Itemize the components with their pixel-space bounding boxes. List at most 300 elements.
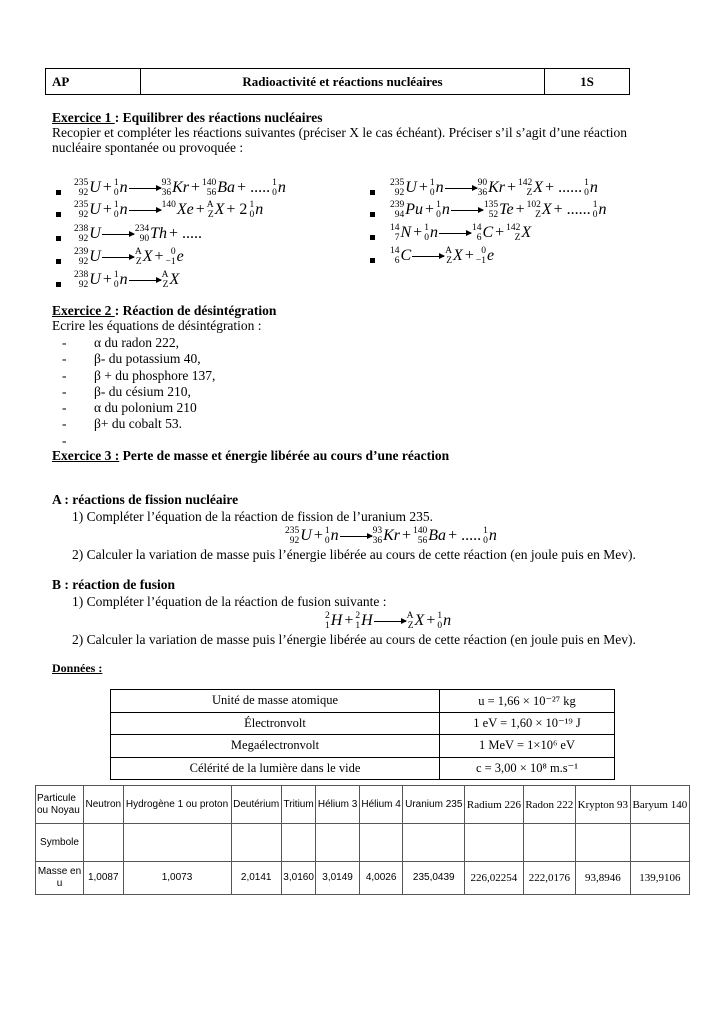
table-row [111, 712, 615, 735]
nuclide-indices [492, 842, 495, 852]
element-symbol: C [400, 247, 412, 264]
particle-symbol [465, 824, 524, 862]
mass-number: 1 [324, 526, 330, 536]
dash: - [62, 383, 67, 399]
mass-number: 1 [424, 223, 429, 233]
reaction-arrow [102, 257, 134, 258]
nuclide-indices [285, 526, 299, 546]
ex2-title: : Réaction de désintégration [114, 303, 277, 318]
atomic-number: 6 [476, 233, 482, 243]
atomic-number: 6 [394, 256, 400, 266]
atomic-number [379, 842, 382, 852]
mass-number: 1 [272, 178, 277, 188]
element-symbol: n [255, 201, 264, 218]
nuclide [336, 842, 340, 852]
atomic-number: 92 [78, 188, 89, 198]
particle-mass: 3,0160 [281, 862, 315, 895]
row-label: Symbole [36, 824, 84, 862]
mass-number: 142 [506, 223, 521, 233]
nuclide-indices [390, 178, 404, 198]
mass-number: 93 [372, 526, 383, 536]
list-item [62, 433, 215, 449]
atomic-number: 52 [488, 210, 499, 220]
operator: + ...... [545, 179, 583, 196]
list-item [62, 368, 215, 384]
reaction-arrow [129, 188, 161, 189]
nuclide [390, 223, 411, 243]
dash: - [62, 416, 67, 432]
nuclide [202, 178, 235, 198]
equation [390, 178, 598, 198]
particle-symbol [403, 824, 465, 862]
table-row [111, 757, 615, 780]
atomic-number: 7 [394, 233, 400, 243]
atomic-number: −1 [475, 256, 486, 266]
atomic-number: −1 [165, 257, 176, 267]
nuclide [379, 842, 383, 852]
nuclide [114, 200, 128, 220]
item-text: β + du phosphore 137, [94, 367, 216, 383]
atomic-number: 92 [78, 210, 89, 220]
mass-number: 140 [413, 526, 428, 536]
particle-name: Deutérium [231, 786, 281, 824]
header-level: 1S [545, 69, 630, 95]
list-item [62, 400, 215, 416]
ex2-intro: Ecrire les équations de désintégration : [52, 318, 262, 333]
element-symbol: n [488, 527, 497, 544]
element-symbol: N [400, 224, 412, 241]
dash: - [62, 335, 67, 350]
operator: + ..... [237, 179, 271, 196]
mass-number: 1 [113, 178, 119, 188]
nuclide-indices [436, 200, 441, 220]
element-symbol: n [443, 612, 452, 629]
element-symbol: n [277, 179, 286, 196]
particle-name: Radon 222 [523, 786, 575, 824]
nuclide [74, 270, 101, 290]
mass-number: 1 [249, 200, 255, 210]
nuclide-indices [506, 223, 520, 243]
element-symbol: Kr [172, 179, 189, 196]
atomic-number [432, 842, 435, 852]
item-text: α du polonium 210 [94, 400, 197, 416]
atomic-number: 0 [249, 210, 255, 220]
mass-number: 1 [429, 178, 435, 188]
operator: + [102, 201, 112, 218]
constant-name: Megaélectronvolt [111, 735, 440, 758]
atomic-number: 0 [113, 280, 119, 290]
atomic-number: 1 [355, 621, 361, 631]
element-symbol: Te [499, 201, 514, 218]
list-item [62, 384, 215, 400]
operator: + ..... [168, 225, 202, 242]
element-symbol: U [89, 271, 101, 288]
operator: + [154, 248, 164, 265]
atomic-number [297, 842, 300, 852]
nuclide-indices [593, 200, 598, 220]
list-item [62, 416, 215, 432]
atomic-number: 36 [477, 188, 488, 198]
reaction-arrow [412, 256, 444, 257]
atomic-number [254, 842, 257, 852]
nuclide [584, 178, 598, 198]
operator: + [507, 179, 517, 196]
nuclide-symbol [548, 842, 552, 852]
bullet [56, 190, 61, 195]
nuclide-symbol [658, 842, 662, 852]
atomic-number: 0 [584, 188, 589, 198]
nuclide [162, 178, 189, 198]
mass-number: 14 [390, 223, 400, 233]
mass-number: 142 [518, 178, 533, 188]
nuclide-indices [101, 842, 104, 852]
mass-number: 239 [74, 247, 89, 257]
donnees-title: Données : [52, 661, 103, 675]
nuclide [407, 611, 425, 631]
element-symbol: H [330, 612, 343, 629]
nuclide [390, 178, 417, 198]
nuclide-indices [584, 178, 589, 198]
header-title: Radioactivité et réactions nucléaires [141, 69, 545, 95]
reaction-arrow [374, 621, 406, 622]
reaction-arrow [439, 233, 471, 234]
element-symbol: Kr [488, 179, 505, 196]
reaction-arrow [445, 188, 477, 189]
nuclide [484, 200, 514, 220]
dash: - [62, 400, 67, 416]
element-symbol: Ba [217, 179, 236, 196]
equation [74, 270, 179, 290]
nuclide-indices [390, 200, 404, 220]
constant-name: Électronvolt [111, 712, 440, 735]
atomic-number [336, 842, 339, 852]
nuclide-symbol [432, 842, 436, 852]
nuclide-indices [74, 200, 88, 220]
mass-number: 235 [74, 200, 89, 210]
nuclide [355, 611, 372, 631]
nuclide [285, 526, 312, 546]
atomic-number [173, 210, 175, 220]
ex3-a-q1: 1) Compléter l’équation de la réaction de fission de l’uranium 235. [72, 509, 434, 524]
particle-mass: 3,0149 [316, 862, 360, 895]
ex3-label: Exercice 3 : [52, 448, 120, 463]
nuclide [162, 270, 180, 290]
row-label: Particule ou Noyau [36, 786, 84, 824]
atomic-number: 92 [394, 188, 405, 198]
nuclide [297, 842, 301, 852]
element-symbol: U [89, 225, 101, 242]
element-symbol: e [486, 247, 495, 264]
nuclide-indices [175, 842, 178, 852]
element-symbol: Kr [383, 527, 400, 544]
nuclide-indices [355, 611, 360, 631]
bullet [56, 212, 61, 217]
element-symbol: U [300, 527, 312, 544]
nuclide [593, 200, 607, 220]
mass-number: 90 [477, 178, 488, 188]
nuclide [166, 247, 184, 267]
bullet [370, 212, 375, 217]
reaction-arrow [451, 210, 483, 211]
constant-value: u = 1,66 × 10⁻²⁷ kg [440, 690, 615, 713]
nuclide [432, 842, 436, 852]
nuclide [272, 178, 286, 198]
nuclide [207, 200, 225, 220]
particle-name: Radium 226 [465, 786, 524, 824]
ex1-label: Exercice 1 [52, 110, 115, 125]
mass-number: 238 [74, 270, 89, 280]
element-symbol: n [119, 179, 128, 196]
nuclide [114, 270, 128, 290]
element-symbol: U [89, 248, 101, 265]
mass-number: 235 [390, 178, 405, 188]
header-class: AP [46, 69, 141, 95]
particle-symbol [281, 824, 315, 862]
nuclide-indices [407, 611, 414, 631]
bullet [370, 190, 375, 195]
nuclide [254, 842, 258, 852]
mass-number: 102 [526, 200, 541, 210]
particle-symbol [123, 824, 231, 862]
atomic-number: Z [207, 210, 214, 220]
element-symbol: X [541, 201, 552, 218]
mass-number: 93 [161, 178, 172, 188]
nuclide [101, 842, 105, 852]
nuclide [476, 246, 494, 266]
nuclide [74, 247, 101, 267]
nuclide [175, 842, 179, 852]
nuclide [74, 224, 101, 244]
particle-mass: 1,0073 [123, 862, 231, 895]
nuclide [413, 526, 446, 546]
item-text: β- du potassium 40, [94, 351, 201, 367]
mass-number: 2 [355, 611, 361, 621]
atomic-number [101, 842, 104, 852]
element-symbol: U [89, 201, 101, 218]
particle-name: Hydrogène 1 ou proton [123, 786, 231, 824]
nuclide-symbol [379, 842, 383, 852]
particle-mass: 139,9106 [630, 862, 689, 895]
constant-value: 1 eV = 1,60 × 10⁻¹⁹ J [440, 712, 615, 735]
fission-equation [285, 526, 497, 546]
nuclide-indices [472, 223, 482, 243]
mass-number: A [134, 247, 142, 257]
particle-symbol [575, 824, 630, 862]
nuclide-indices [162, 178, 172, 198]
atomic-number: 1 [325, 621, 330, 631]
operator: + [515, 201, 525, 218]
mass-number: 238 [74, 224, 89, 234]
atomic-number: Z [514, 233, 521, 243]
table-row [111, 690, 615, 713]
nuclide [436, 200, 450, 220]
particle-name: Hélium 3 [316, 786, 360, 824]
nuclide-indices [74, 270, 88, 290]
atomic-number: 0 [113, 210, 119, 220]
element-symbol: X [533, 179, 544, 196]
nuclide-indices [476, 246, 486, 266]
nuclide-indices [390, 223, 400, 243]
bullet [56, 282, 61, 287]
atomic-number: 92 [78, 280, 89, 290]
mass-number: 0 [170, 247, 176, 257]
element-symbol: n [119, 271, 128, 288]
nuclide [506, 223, 531, 243]
element-symbol: X [169, 271, 180, 288]
nuclide [658, 842, 662, 852]
atomic-number [492, 842, 495, 852]
atomic-number: 0 [424, 233, 429, 243]
element-symbol: Xe [176, 201, 194, 218]
nuclide [492, 842, 496, 852]
particle-name: Krypton 93 [575, 786, 630, 824]
nuclide [527, 200, 552, 220]
nuclide-indices [272, 178, 277, 198]
nuclide [437, 611, 451, 631]
bullet [370, 235, 375, 240]
element-symbol: n [119, 201, 128, 218]
operator: + [464, 247, 474, 264]
ex3-title: Perte de masse et énergie libérée au cours d’une réaction [119, 448, 450, 463]
atomic-number [658, 842, 661, 852]
mass-number: A [406, 611, 414, 621]
element-symbol: n [429, 224, 438, 241]
nuclide-indices [135, 247, 142, 267]
mass-number: 1 [113, 270, 119, 280]
nuclide-indices [430, 178, 435, 198]
operator: + [313, 527, 323, 544]
nuclide-indices [518, 178, 532, 198]
element-symbol: e [176, 248, 184, 265]
row-label: Masse en u [36, 862, 84, 895]
bullet [370, 258, 375, 263]
atomic-number: Z [535, 210, 541, 220]
item-text: β- du césium 210, [94, 383, 191, 399]
atomic-number: 0 [437, 621, 443, 631]
nuclide [390, 246, 411, 266]
item-text: β+ du cobalt 53. [94, 416, 182, 432]
reaction-arrow [102, 234, 134, 235]
nuclide-indices [74, 178, 88, 198]
operator: + [426, 612, 436, 629]
element-symbol: n [441, 201, 450, 218]
list-item [62, 351, 215, 367]
element-symbol: X [521, 224, 532, 241]
mass-number: 1 [113, 200, 119, 210]
atomic-number: Z [162, 280, 169, 290]
nuclide [114, 178, 128, 198]
mass-number: A [161, 270, 169, 280]
nuclide-indices [162, 270, 169, 290]
nuclide-indices [478, 178, 488, 198]
particle-name: Neutron [84, 786, 124, 824]
atomic-number [601, 842, 604, 852]
ex3-b-title: B : réaction de fusion [52, 577, 175, 592]
nuclide-indices [325, 611, 330, 631]
nuclide [162, 200, 194, 220]
constant-value: 1 MeV = 1×10⁶ eV [440, 735, 615, 758]
operator: + ...... [553, 201, 591, 218]
particle-mass: 4,0026 [359, 862, 403, 895]
atomic-number: Z [526, 188, 533, 198]
nuclide-indices [413, 526, 427, 546]
mass-number: A [445, 246, 453, 256]
ex3-b-q1: 1) Compléter l’équation de la réaction de fusion suivante : [72, 594, 387, 609]
equation [74, 178, 286, 198]
element-symbol: U [405, 179, 417, 196]
bullet [56, 259, 61, 264]
fusion-equation [325, 611, 451, 631]
atomic-number [175, 842, 178, 852]
nuclide [135, 247, 153, 267]
nuclide-indices [445, 246, 452, 266]
ex1-instructions-2: nucléaire spontanée ou provoquée : [52, 140, 244, 155]
atomic-number: 94 [394, 210, 405, 220]
element-symbol: X [142, 248, 153, 265]
element-symbol: Ba [428, 527, 447, 544]
operator: + [191, 179, 201, 196]
particle-mass: 1,0087 [84, 862, 124, 895]
ex1-heading [52, 110, 322, 126]
element-symbol: n [589, 179, 598, 196]
element-symbol: C [482, 224, 494, 241]
particles-table [35, 785, 690, 895]
nuclide [373, 526, 400, 546]
element-symbol: H [361, 612, 373, 629]
nuclide [478, 178, 505, 198]
reaction-arrow [340, 536, 372, 537]
particle-symbol [359, 824, 403, 862]
mass-number: 235 [74, 178, 89, 188]
element-symbol: X [214, 201, 225, 218]
ex2-heading [52, 303, 276, 319]
constant-name: Unité de masse atomique [111, 690, 440, 713]
ex3-a-q2: 2) Calculer la variation de masse puis l’énergie libérée au cours de cette réaction (en joule puis en Mev). [72, 547, 636, 562]
equation [390, 246, 494, 266]
nuclide-indices [114, 178, 119, 198]
nuclide-indices [135, 224, 149, 244]
dash: - [62, 351, 67, 367]
nuclide [548, 842, 552, 852]
nuclide-symbol [101, 842, 105, 852]
operator: + [413, 224, 423, 241]
atomic-number: 56 [206, 188, 217, 198]
equation [74, 247, 184, 267]
mass-number: 1 [584, 178, 589, 188]
element-symbol: Th [150, 225, 167, 242]
particle-name: Tritium [281, 786, 315, 824]
atomic-number: 92 [78, 234, 89, 244]
atomic-number [548, 842, 551, 852]
operator: + [495, 224, 505, 241]
mass-number: 1 [436, 200, 441, 210]
particle-symbol [231, 824, 281, 862]
ex3-heading [52, 448, 449, 464]
nuclide-indices [114, 200, 119, 220]
reaction-arrow [129, 280, 161, 281]
operator: + [418, 179, 428, 196]
mass-number: 1 [483, 526, 488, 536]
nuclide [445, 246, 463, 266]
nuclide [390, 200, 423, 220]
mass-number: 14 [390, 246, 400, 256]
mass-number: 140 [202, 178, 217, 188]
nuclide [74, 200, 101, 220]
atomic-number: 36 [372, 536, 383, 546]
nuclide [601, 842, 605, 852]
particle-name: Uranium 235 [403, 786, 465, 824]
operator: + [402, 527, 412, 544]
